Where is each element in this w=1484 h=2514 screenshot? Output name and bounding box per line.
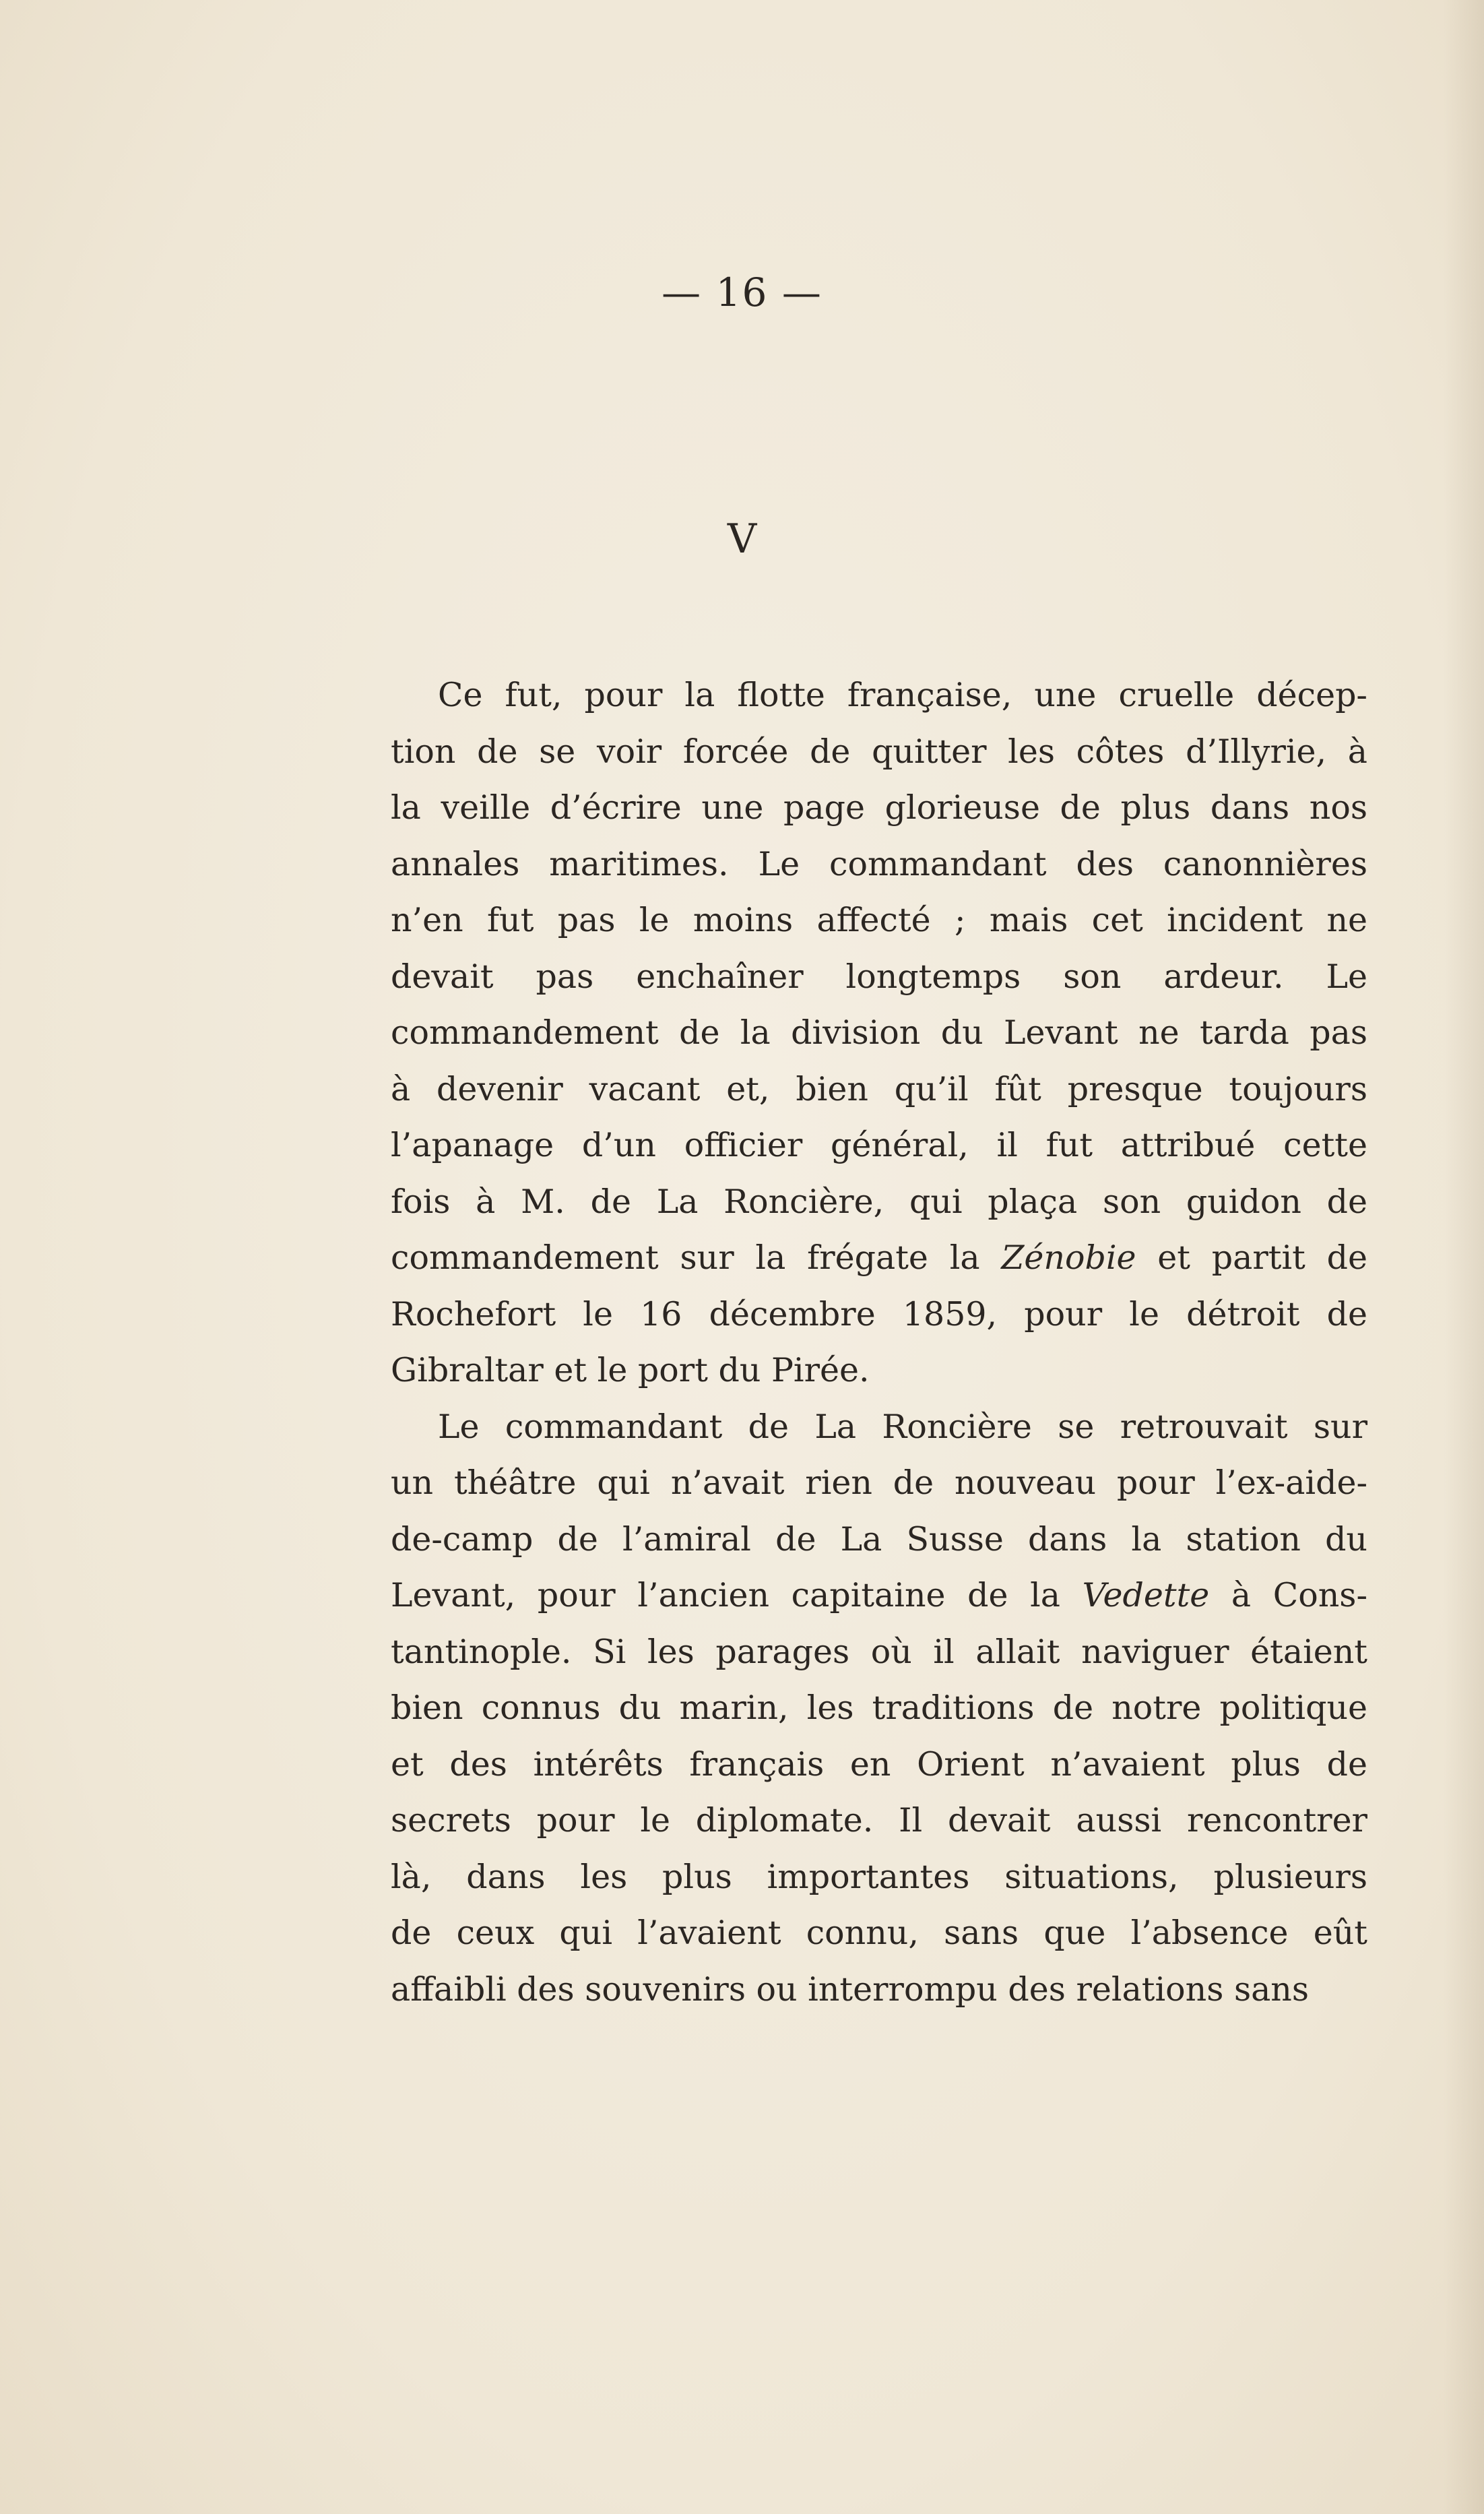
text-line <box>391 1567 1367 1624</box>
text-segment: affaibli des souvenirs ou interrompu des relations sans <box>391 1970 1310 2009</box>
text-line <box>391 836 1367 893</box>
text-segment: l’apanage d’un officier général, il fut attribué cette <box>391 1126 1367 1164</box>
text-segment: secrets pour le diplomate. Il devait aussi rencontrer <box>391 1801 1367 1840</box>
text-line <box>391 724 1367 780</box>
text-line <box>391 1399 1367 1455</box>
text-segment: Le commandant de La Roncière se retrouvait sur <box>438 1407 1367 1446</box>
text-segment: de-camp de l’amiral de La Susse dans la station du <box>391 1519 1367 1559</box>
text-line <box>391 1680 1367 1736</box>
text-segment: à Cons- <box>1209 1576 1368 1614</box>
text-line <box>391 1117 1367 1174</box>
text-segment: de ceux qui l’avaient connu, sans que l’absence eût <box>391 1914 1367 1952</box>
text-line <box>391 1174 1367 1230</box>
text-segment: commandement de la division du Levant ne tarda pas <box>391 1013 1367 1052</box>
text-segment: fois à M. de La Roncière, qui plaça son guidon de <box>391 1182 1367 1221</box>
text-line <box>391 1849 1367 1906</box>
text-line <box>391 949 1367 1005</box>
text-line <box>391 780 1367 836</box>
italic-title: Zénobie <box>1001 1238 1136 1277</box>
text-segment: tantinople. Si les parages où il allait naviguer étaient <box>391 1632 1367 1671</box>
text-line <box>391 1905 1367 1961</box>
text-line <box>391 1061 1367 1118</box>
text-segment: commandement sur la frégate la <box>391 1238 1002 1277</box>
text-segment: bien connus du marin, les traditions de notre politique <box>391 1689 1367 1727</box>
text-line <box>391 1342 1367 1399</box>
text-segment: et des intérêts français en Orient n’avaient plus de <box>391 1745 1367 1784</box>
text-segment: annales maritimes. Le commandant des canonnières <box>391 844 1367 883</box>
text-line <box>391 1511 1367 1568</box>
text-segment: n’en fut pas le moins affecté ; mais cet incident ne <box>391 901 1367 939</box>
text-segment: et partit de <box>1136 1238 1367 1277</box>
text-segment: la veille d’écrire une page glorieuse de plus dans nos <box>391 788 1367 827</box>
paragraph <box>391 667 1367 1399</box>
text-segment: Ce fut, pour la flotte française, une cruelle décep- <box>438 676 1367 714</box>
text-segment: Levant, pour l’ancien capitaine de la <box>391 1576 1083 1614</box>
italic-title: Vedette <box>1082 1576 1210 1614</box>
text-line <box>391 1961 1367 2018</box>
text-segment: Rochefort le 16 décembre 1859, pour le détroit de <box>391 1294 1367 1333</box>
paragraph <box>391 1399 1367 2018</box>
chapter-heading: V <box>727 515 757 563</box>
text-line <box>391 892 1367 949</box>
text-line <box>391 1005 1367 1061</box>
text-line <box>391 1230 1367 1286</box>
text-line <box>391 1286 1367 1343</box>
text-line <box>391 1736 1367 1793</box>
text-line <box>391 1455 1367 1511</box>
text-segment: devait pas enchaîner longtemps son ardeur. Le <box>391 957 1367 996</box>
text-segment: Gibraltar et le port du Pirée. <box>391 1351 870 1389</box>
text-segment: un théâtre qui n’avait rien de nouveau pour l’ex-aide- <box>391 1464 1367 1502</box>
text-segment: à devenir vacant et, bien qu’il fût presque toujours <box>391 1069 1367 1108</box>
text-line <box>391 1624 1367 1680</box>
text-segment: tion de se voir forcée de quitter les côtes d’Illyrie, à <box>391 732 1367 771</box>
body-text <box>391 667 1367 2017</box>
text-line <box>391 1792 1367 1849</box>
page-number: — 16 — <box>662 270 822 315</box>
text-line <box>391 667 1367 724</box>
page-edge-shadow <box>1444 0 1484 2514</box>
text-segment: là, dans les plus importantes situations, plusieurs <box>391 1857 1367 1896</box>
